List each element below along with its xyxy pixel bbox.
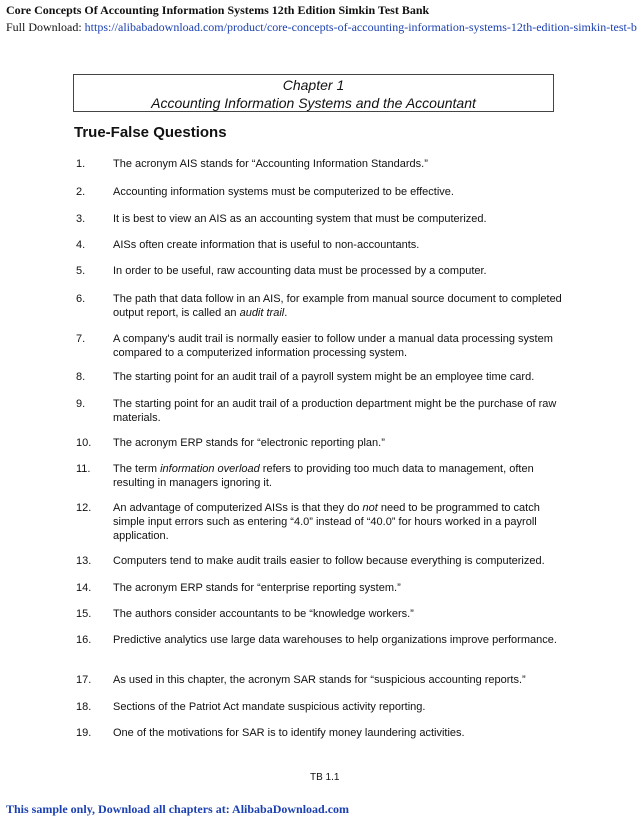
question-number: 9. — [76, 398, 86, 410]
question-text — [113, 238, 566, 252]
question-text-part: The term — [113, 463, 161, 475]
question-text-part: One of the motivations for SAR is to identify money laundering activities. — [113, 727, 465, 739]
question-text — [113, 332, 566, 360]
question-text — [113, 436, 566, 450]
question-text-part: need to be programmed to catch simple input errors such as entering “4.0” instead of “40.0” for hours worked in a payroll application. — [113, 502, 540, 542]
question-text-part: Computers tend to make audit trails easier to follow because everything is computerized. — [113, 555, 545, 567]
question-text — [113, 292, 566, 320]
question-text — [113, 370, 566, 384]
question-text — [113, 581, 566, 595]
question-number: 19. — [76, 727, 92, 739]
question-emphasis: not — [362, 502, 378, 514]
question-text-part: The acronym AIS stands for “Accounting Information Standards.” — [113, 158, 428, 170]
question-text-part: AISs often create information that is useful to non-accountants. — [113, 239, 420, 251]
question-text-part: An advantage of computerized AISs is that they do — [113, 502, 363, 514]
question-text — [113, 554, 566, 568]
page-number-label: TB 1.1 — [310, 772, 340, 783]
download-label: Full Download: — [6, 20, 85, 34]
question-text-part: As used in this chapter, the acronym SAR stands for “suspicious accounting reports.” — [113, 674, 526, 686]
question-text — [113, 185, 566, 199]
question-number: 6. — [76, 293, 86, 305]
download-line — [6, 20, 638, 35]
question-text-part: The path that data follow in an AIS, for example from manual source document to completed output report, is called an — [113, 293, 562, 319]
question-text — [113, 673, 566, 687]
question-emphasis: audit trail — [239, 307, 285, 319]
question-number: 7. — [76, 333, 86, 345]
question-text — [113, 264, 566, 278]
question-number: 13. — [76, 555, 92, 567]
chapter-heading-box — [73, 74, 554, 112]
question-text-part: Predictive analytics use large data warehouses to help organizations improve performance. — [113, 634, 557, 646]
chapter-title: Accounting Information Systems and the Accountant — [151, 95, 476, 111]
question-number: 18. — [76, 701, 92, 713]
question-number: 15. — [76, 608, 92, 620]
question-number: 8. — [76, 371, 86, 383]
chapter-number: Chapter 1 — [282, 77, 345, 93]
question-text-part: Accounting information systems must be computerized to be effective. — [113, 186, 454, 198]
question-text — [113, 462, 566, 490]
page-header-title: Core Concepts Of Accounting Information Systems 12th Edition Simkin Test Bank — [6, 3, 430, 17]
question-emphasis: information overload — [160, 463, 260, 475]
question-number: 2. — [76, 186, 86, 198]
question-text-part: The acronym ERP stands for “electronic reporting plan.” — [113, 437, 385, 449]
question-text-part: The starting point for an audit trail of a payroll system might be an employee time card. — [113, 371, 535, 383]
download-link[interactable]: https://alibabadownload.com/product/core-concepts-of-accounting-information-systems-12th-edition-simkin-test-b — [84, 20, 637, 34]
question-number: 16. — [76, 634, 92, 646]
question-number: 5. — [76, 265, 86, 277]
question-text-part: The authors consider accountants to be “knowledge workers.” — [113, 608, 414, 620]
question-text — [113, 726, 566, 740]
question-text — [113, 157, 566, 171]
question-text — [113, 212, 566, 226]
question-text-part: In order to be useful, raw accounting data must be processed by a computer. — [113, 265, 487, 277]
question-text — [113, 633, 566, 647]
question-text — [113, 700, 566, 714]
question-number: 3. — [76, 213, 86, 225]
question-text — [113, 607, 566, 621]
question-text-part: A company's audit trail is normally easier to follow under a manual data processing system compared to a computerized information processing system. — [113, 333, 553, 359]
question-text-part: It is best to view an AIS as an accounting system that must be computerized. — [113, 213, 487, 225]
question-number: 4. — [76, 239, 86, 251]
question-number: 12. — [76, 502, 92, 514]
question-text-part: The starting point for an audit trail of a production department might be the purchase of raw materials. — [113, 398, 557, 424]
question-text — [113, 397, 566, 425]
section-title: True-False Questions — [74, 124, 227, 141]
question-number: 11. — [76, 463, 91, 475]
download-footer-note[interactable]: This sample only, Download all chapters at: AlibabaDownload.com — [6, 802, 350, 816]
question-text-part: Sections of the Patriot Act mandate suspicious activity reporting. — [113, 701, 426, 713]
question-text — [113, 501, 566, 543]
question-text-part: The acronym ERP stands for “enterprise reporting system.” — [113, 582, 401, 594]
question-text-part: . — [284, 307, 288, 319]
question-text-part: refers to providing too much data to management, often resulting in managers ignoring it. — [113, 463, 534, 489]
question-number: 17. — [76, 674, 92, 686]
question-number: 14. — [76, 582, 92, 594]
question-number: 10. — [76, 437, 92, 449]
question-number: 1. — [76, 158, 86, 170]
